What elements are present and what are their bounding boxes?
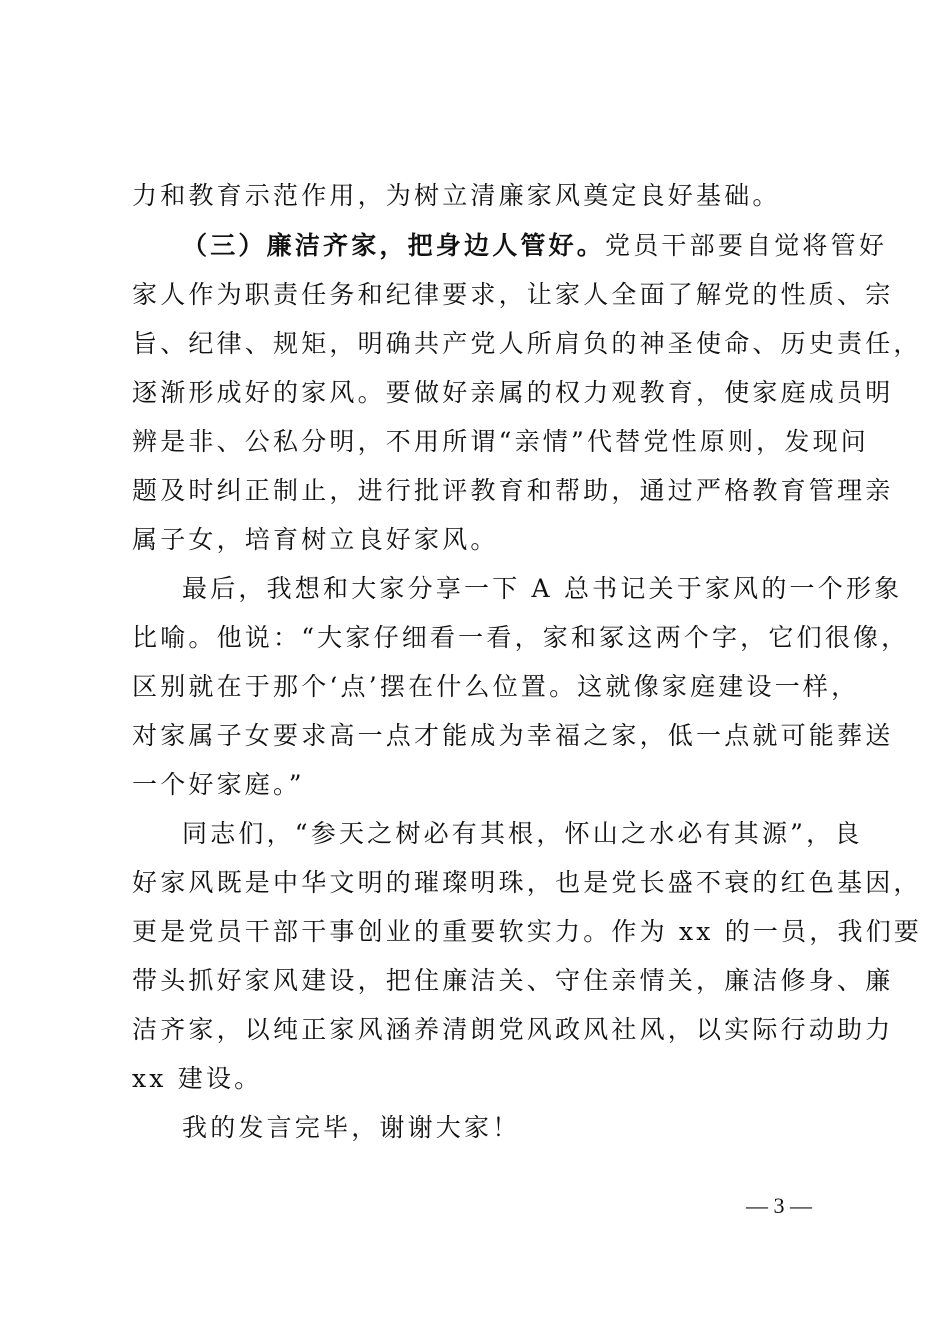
body-text-line: 最后，我想和大家分享一下 A 总书记关于家风的一个形象	[182, 574, 903, 603]
body-text-line: 逐渐形成好的家风。要做好亲属的权力观教育，使家庭成员明	[132, 378, 894, 407]
section-heading: （三）廉洁齐家，把身边人管好。	[182, 231, 606, 260]
body-text-line: 一个好家庭。”	[132, 770, 305, 799]
body-text-inline: 党员干部要自觉将管好	[605, 231, 888, 260]
body-text-line: 家人作为职责任务和纪律要求，让家人全面了解党的性质、宗	[132, 280, 894, 309]
section-heading-line	[182, 231, 887, 261]
body-text-line: 洁齐家，以纯正家风涵养清朗党风政风社风，以实际行动助力	[132, 1015, 894, 1044]
body-text-line: 区别就在于那个‘点’摆在什么位置。这就像家庭建设一样，	[132, 672, 860, 701]
closing-line: 我的发言完毕，谢谢大家！	[182, 1113, 521, 1142]
body-text-line: 题及时纠正制止，进行批评教育和帮助，通过严格教育管理亲	[132, 476, 894, 505]
body-text-line: 旨、纪律、规矩，明确共产党人所肩负的神圣使命、历史责任，	[132, 329, 922, 358]
body-text-line: 好家风既是中华文明的璀璨明珠，也是党长盛不衰的红色基因，	[132, 868, 922, 897]
body-text-line: 属子女，培育树立良好家风。	[132, 525, 499, 554]
body-text-line: 力和教育示范作用，为树立清廉家风奠定良好基础。	[132, 181, 781, 210]
page-number: — 3 —	[746, 1193, 812, 1218]
body-text-line: xx 建设。	[132, 1064, 263, 1093]
body-text-line: 同志们，“参天之树必有其根，怀山之水必有其源”，良	[182, 819, 863, 848]
body-text-line: 更是党员干部干事创业的重要软实力。作为 xx 的一员，我们要	[132, 917, 923, 946]
body-text-line: 对家属子女要求高一点才能成为幸福之家，低一点就可能葬送	[132, 721, 894, 750]
body-text-line: 带头抓好家风建设，把住廉洁关、守住亲情关，廉洁修身、廉	[132, 966, 894, 995]
body-text-line: 比喻。他说：“大家仔细看一看，家和冢这两个字，它们很像，	[132, 623, 910, 652]
body-text-line: 辨是非、公私分明，不用所谓“亲情”代替党性原则，发现问	[132, 427, 869, 456]
